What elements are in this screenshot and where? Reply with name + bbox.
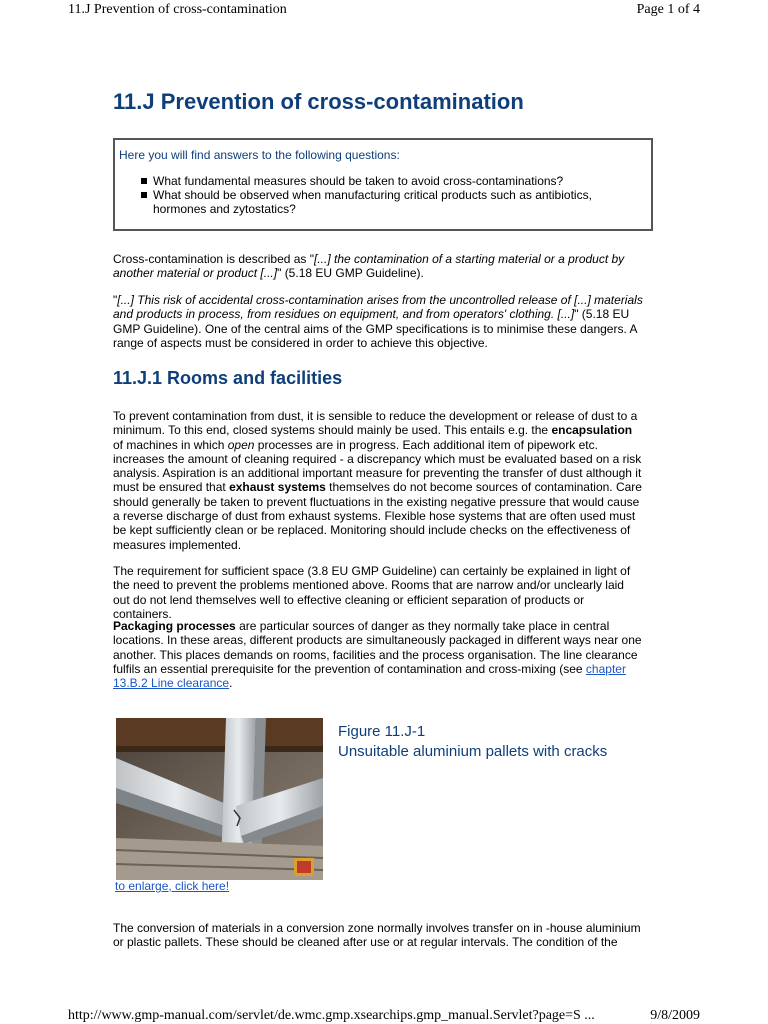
risk-quote: [...] This risk of accidental cross-contamination arises from the uncontrolled release of [...] materials and products in process, from residues on equipment, and from operators' clothing. [...]	[113, 293, 643, 322]
section-heading: 11.J.1 Rooms and facilities	[113, 368, 343, 388]
question-item	[137, 174, 637, 188]
square-bullet-icon	[141, 192, 147, 198]
conversion-paragraph	[113, 921, 643, 950]
questions-list	[137, 174, 637, 216]
bold-term: encapsulation	[551, 423, 633, 438]
text-span: The requirement for sufficient space (3.8 EU GMP Guideline) can certainly be explained in light of the need to prevent the problems mentioned above. Rooms that are narrow and/or unclearly laid out do not lend themselves well to effective cleaning or efficient separation of products or containers.	[113, 564, 631, 621]
enlarge-figure-link[interactable]: to enlarge, click here!	[115, 879, 230, 893]
bold-term: Packaging processes	[113, 619, 236, 633]
packaging-paragraph	[113, 619, 643, 690]
print-footer-url: http://www.gmp-manual.com/servlet/de.wmc.gmp.xsearchips.gmp_manual.Servlet?page=S ...	[68, 1008, 595, 1023]
square-bullet-icon	[141, 178, 147, 184]
questions-box	[113, 138, 653, 231]
definition-quote: [...] the contamination of a starting material or a product by another material or product [...]	[113, 252, 625, 281]
text-span: processes are in progress. Each additional item of pipework etc. increases the amount of cleaning required - a discrepancy which must be evaluated based on a risk analysis. Aspiration is an additional important measure for preventing the transfer of dust although it must be ensured that	[113, 437, 642, 495]
question-text: What fundamental measures should be taken to avoid cross-contaminations?	[153, 174, 564, 188]
text-span: themselves do not become sources of contamination. Care should generally be taken to prevent fluctuations in the existing negative pressure that would cause a reverse discharge of dust from exhaust systems. Flexible hose systems that are often used must be kept sufficiently clean or be replaced. Monitoring should include checks on the effectiveness of measures implemented.	[113, 480, 642, 552]
text-span: The conversion of materials in a conversion zone normally involves transfer on in -house aluminium or plastic pallets. These should be cleaned after use or at regular intervals. The condition of the	[113, 921, 641, 950]
print-header-title: 11.J Prevention of cross-contamination	[68, 2, 287, 17]
text-span: are particular sources of danger as they normally take place in central locations. In these areas, different products are simultaneously packaged in different ways near one another. This places demands on rooms, facilities and the process organisation. The line clearance fulfils an essential prerequisite for the prevention of contamination and cross-mixing (see	[113, 619, 642, 676]
print-header-page-number: Page 1 of 4	[636, 2, 700, 17]
bold-term: exhaust systems	[229, 480, 326, 495]
text-span: " (5.18 EU GMP Guideline).	[277, 266, 424, 281]
risk-paragraph	[113, 293, 643, 350]
print-footer-date: 9/8/2009	[650, 1008, 700, 1023]
text-span: Cross-contamination is described as "	[113, 252, 315, 266]
text-span: .	[229, 676, 233, 691]
line-clearance-link[interactable]: chapter 13.B.2 Line clearance	[113, 661, 626, 691]
question-text: What should be observed when manufacturing critical products such as antibiotics, hormones and zytostatics?	[153, 188, 592, 216]
aluminium-pallet-photo[interactable]	[116, 718, 323, 880]
figure-caption: Unsuitable aluminium pallets with cracks	[338, 743, 608, 760]
figure-number: Figure 11.J-1	[338, 723, 426, 740]
text-span: " (5.18 EU GMP Guideline). One of the central aims of the GMP specifications is to minimise these dangers. A range of aspects must be considered in order to achieve this objective.	[113, 307, 637, 350]
page-title: 11.J Prevention of cross-contamination	[113, 89, 524, 114]
dust-paragraph	[113, 409, 643, 552]
space-paragraph	[113, 564, 643, 621]
questions-intro: Here you will find answers to the following questions:	[119, 148, 400, 162]
text-span: "	[113, 293, 118, 307]
definition-paragraph	[113, 252, 643, 281]
question-item	[137, 188, 637, 216]
text-span: of machines in which	[113, 437, 228, 452]
text-span: To prevent contamination from dust, it is sensible to reduce the development or release of dust to a minimum. To this end, closed systems should mainly be used. This entails e.g. the	[113, 409, 638, 438]
italic-term: open	[227, 437, 255, 452]
